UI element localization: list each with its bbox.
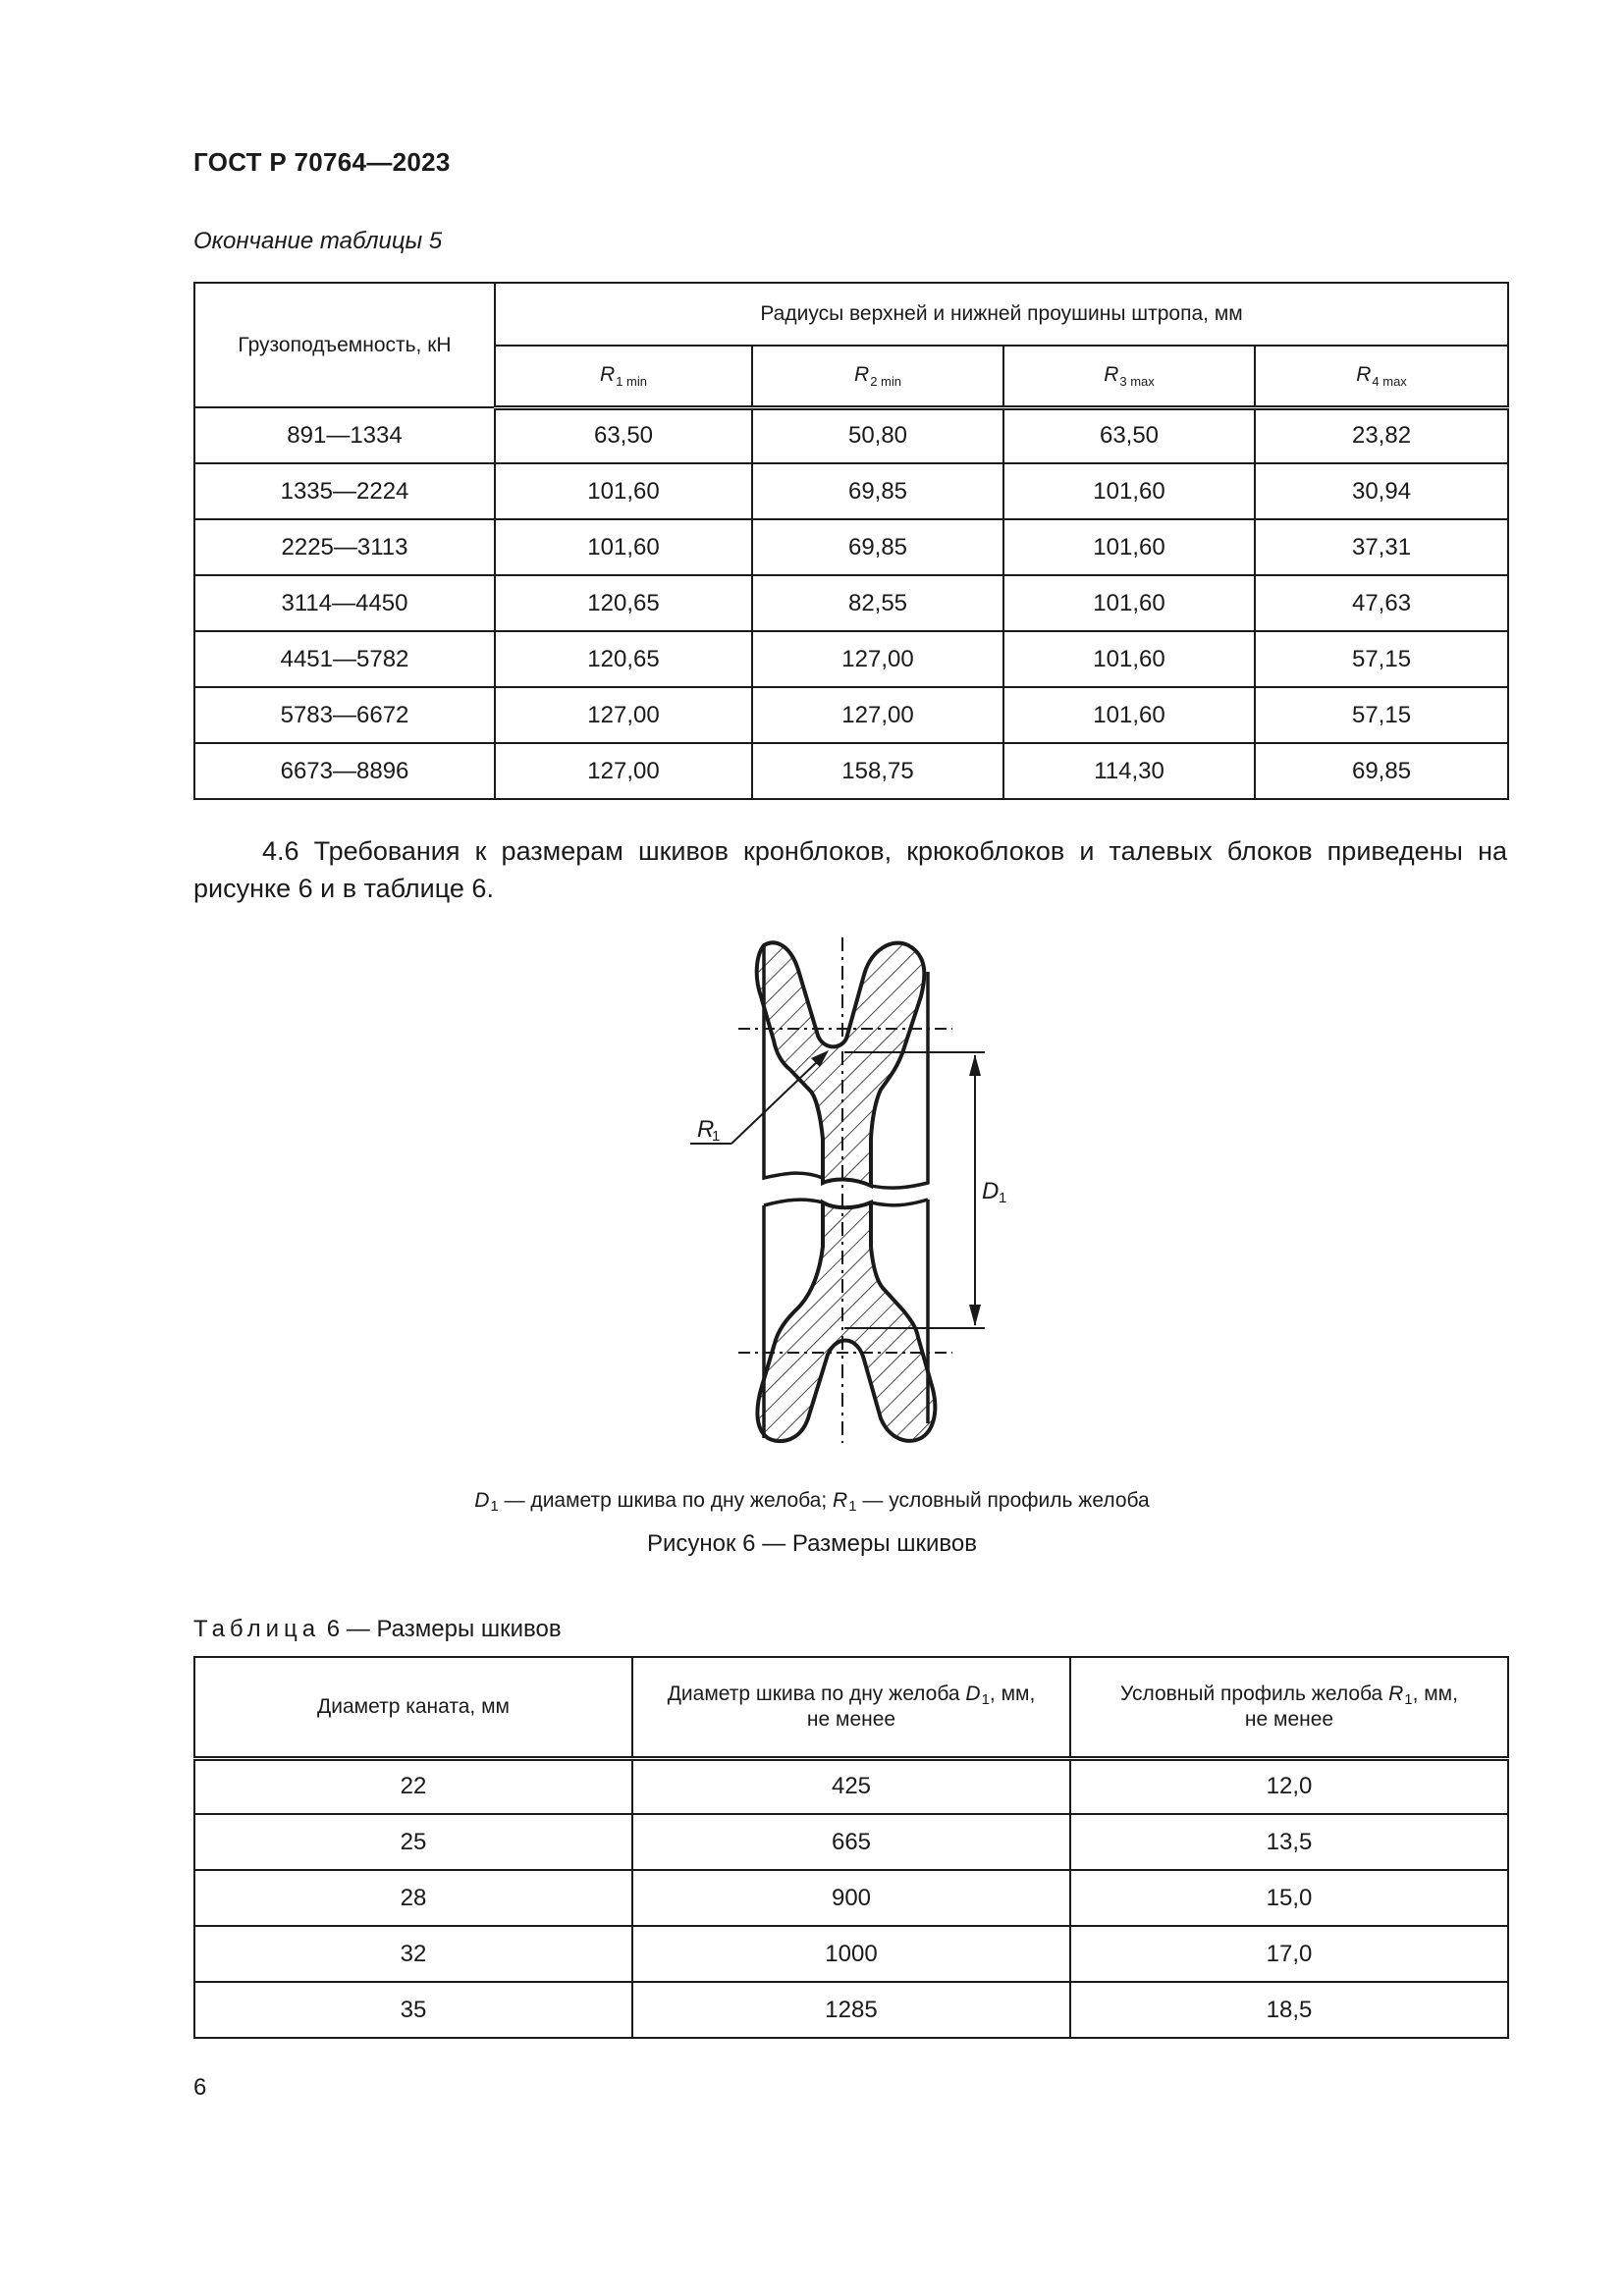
table-cell: 25 <box>194 1814 632 1870</box>
table-cell: 57,15 <box>1255 687 1508 743</box>
table6-title: Таблица 6 — Размеры шкивов <box>193 1616 562 1642</box>
table-cell: 82,55 <box>752 575 1003 631</box>
table-cell: 891—1334 <box>194 407 495 463</box>
table-cell: 127,00 <box>495 743 752 799</box>
header-load: Грузоподъемность, кН <box>194 283 495 407</box>
table-cell: 101,60 <box>495 463 752 519</box>
table-cell: 425 <box>632 1758 1070 1814</box>
table-cell: 32 <box>194 1926 632 1982</box>
table-row <box>194 407 1508 463</box>
paragraph-4-6 <box>193 832 1507 907</box>
table-cell: 17,0 <box>1070 1926 1508 1982</box>
table-cell: 101,60 <box>495 519 752 575</box>
table-cell: 63,50 <box>495 407 752 463</box>
label-d1: D <box>982 1178 1000 1204</box>
figure-caption: Рисунок 6 — Размеры шкивов <box>646 1530 977 1557</box>
table-row <box>194 1982 1508 2038</box>
table-cell: 35 <box>194 1982 632 2038</box>
paragraph-line-2: рисунке 6 и в таблице 6. <box>193 874 494 903</box>
table-cell: 18,5 <box>1070 1982 1508 2038</box>
label-d1-sub: 1 <box>999 1190 1007 1206</box>
table5-continuation-label: Окончание таблицы 5 <box>193 228 443 254</box>
table-cell: 158,75 <box>752 743 1003 799</box>
table-cell: 69,85 <box>1255 743 1508 799</box>
table-cell: 5783—6672 <box>194 687 495 743</box>
table-cell: 69,85 <box>752 519 1003 575</box>
table-cell: 2225—3113 <box>194 519 495 575</box>
table-cell: 120,65 <box>495 575 752 631</box>
table-row <box>194 1870 1508 1926</box>
header-r1: $R_{1 min}$ <box>495 346 752 407</box>
paragraph-line-1: 4.6 Требования к размерам шкивов кронблоков, крюкоблоков и талевых блоков приведены на <box>262 836 1507 866</box>
table-cell: 1000 <box>632 1926 1070 1982</box>
table-cell: 6673—8896 <box>194 743 495 799</box>
header-r3: $R_{3 max}$ <box>1003 346 1255 407</box>
label-r1: R <box>697 1116 715 1143</box>
table-cell: 47,63 <box>1255 575 1508 631</box>
table-5 <box>193 282 1509 800</box>
table-cell: 665 <box>632 1814 1070 1870</box>
header-r4: $R_{4 max}$ <box>1255 346 1508 407</box>
table-cell: 28 <box>194 1870 632 1926</box>
table-cell: 50,80 <box>752 407 1003 463</box>
table-cell: 63,50 <box>1003 407 1255 463</box>
table-cell: 4451—5782 <box>194 631 495 687</box>
label-r1-sub: 1 <box>712 1128 721 1145</box>
table-row <box>194 575 1508 631</box>
table-row <box>194 631 1508 687</box>
table-row <box>194 687 1508 743</box>
table-cell: 101,60 <box>1003 631 1255 687</box>
table-cell: 15,0 <box>1070 1870 1508 1926</box>
table-row <box>194 1926 1508 1982</box>
table-cell: 12,0 <box>1070 1758 1508 1814</box>
table-cell: 3114—4450 <box>194 575 495 631</box>
sheave-lower-half <box>757 1200 935 1441</box>
header-radii: Радиусы верхней и нижней проушины штропа, мм <box>495 283 1508 346</box>
header-groove-profile: Условный профиль желоба $R_1$, мм, не менее <box>1070 1657 1508 1758</box>
sheave-drawing <box>677 928 1011 1458</box>
table-cell: 900 <box>632 1870 1070 1926</box>
header-rope-diameter: Диаметр каната, мм <box>194 1657 632 1758</box>
page-number: 6 <box>193 2074 207 2101</box>
table-cell: 101,60 <box>1003 463 1255 519</box>
table-cell: 127,00 <box>752 687 1003 743</box>
table-cell: 114,30 <box>1003 743 1255 799</box>
table-cell: 101,60 <box>1003 575 1255 631</box>
table-cell: 101,60 <box>1003 687 1255 743</box>
table-cell: 23,82 <box>1255 407 1508 463</box>
table-cell: 1335—2224 <box>194 463 495 519</box>
table-row <box>194 463 1508 519</box>
table-cell: 120,65 <box>495 631 752 687</box>
table-cell: 69,85 <box>752 463 1003 519</box>
table-cell: 30,94 <box>1255 463 1508 519</box>
table-row <box>194 1758 1508 1814</box>
header-sheave-diameter: Диаметр шкива по дну желоба $D_1$, мм, не менее <box>632 1657 1070 1758</box>
document-header: ГОСТ Р 70764—2023 <box>193 147 451 177</box>
table-cell: 13,5 <box>1070 1814 1508 1870</box>
table-cell: 37,31 <box>1255 519 1508 575</box>
table-row <box>194 743 1508 799</box>
table-6 <box>193 1656 1509 2039</box>
table-cell: 1285 <box>632 1982 1070 2038</box>
table-cell: 101,60 <box>1003 519 1255 575</box>
header-r2: $R_{2 min}$ <box>752 346 1003 407</box>
table-cell: 127,00 <box>495 687 752 743</box>
table-row <box>194 519 1508 575</box>
table-row <box>194 1814 1508 1870</box>
table-cell: 127,00 <box>752 631 1003 687</box>
table-cell: 22 <box>194 1758 632 1814</box>
table-cell: 57,15 <box>1255 631 1508 687</box>
figure-legend: $D_1$ — диаметр шкива по дну желоба; $R_1$ — условный профиль желоба <box>474 1489 1150 1515</box>
